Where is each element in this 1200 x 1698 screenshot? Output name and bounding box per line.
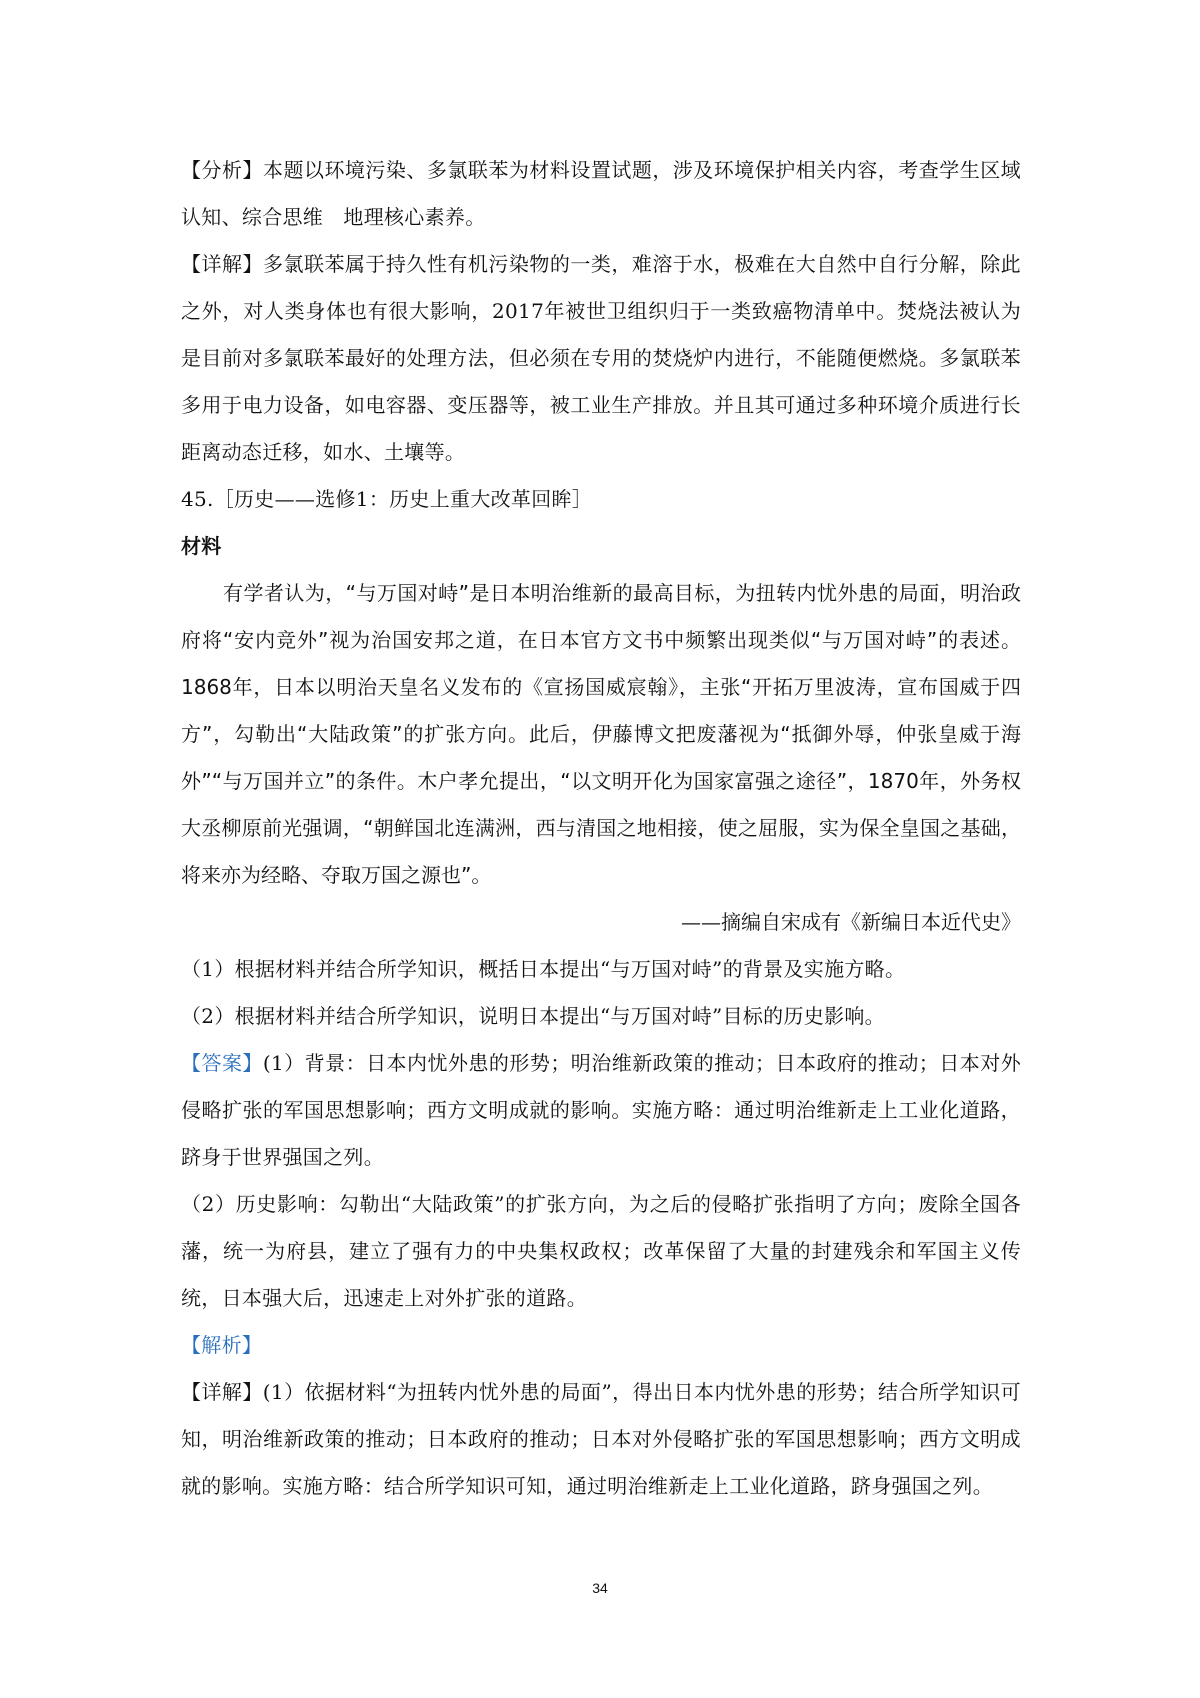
answer-paragraph-1 <box>181 1040 1021 1181</box>
answer-text-1: (1）背景：日本内忧外患的形势；明治维新政策的推动；日本政府的推动；日本对外侵略扩张的军国思想影响；西方文明成就的影响。实施方略：通过明治维新走上工业化道路，跻身于世界强国之列。 <box>181 1051 1021 1169</box>
analysis-text: 本题以环境污染、多氯联苯为材料设置试题，涉及环境保护相关内容，考查学生区域认知、综合思维 地理核心素养。 <box>181 158 1021 229</box>
detail-tag-2: 【详解】 <box>181 1380 263 1404</box>
question-2: （2）根据材料并结合所学知识，说明日本提出“与万国对峙”目标的历史影响。 <box>181 1004 885 1028</box>
answer-tag: 【答案】 <box>181 1051 263 1075</box>
explanation-heading <box>181 1322 1021 1369</box>
page-number: 34 <box>592 1580 608 1596</box>
detail-paragraph-2 <box>181 1369 1021 1510</box>
analysis-paragraph <box>181 147 1021 241</box>
material-label: 材料 <box>181 534 222 558</box>
question-1: （1）根据材料并结合所学知识，概括日本提出“与万国对峙”的背景及实施方略。 <box>181 957 906 981</box>
detail-text-1: 多氯联苯属于持久性有机污染物的一类，难溶于水，极难在大自然中自行分解，除此之外，对人类身体也有很大影响，2017年被世卫组织归于一类致癌物清单中。焚烧法被认为是目前对多氯联苯最好的处理方法，但必须在专用的焚烧炉内进行，不能随便燃烧。多氯联苯多用于电力设备，如电容器、变压器等，被工业生产排放。并且其可通过多种环境介质进行长距离动态迁移，如水、土壤等。 <box>181 252 1021 464</box>
explanation-tag: 【解析】 <box>181 1333 263 1357</box>
detail-tag-1: 【详解】 <box>181 252 263 276</box>
detail-paragraph-1 <box>181 241 1021 476</box>
material-source: ——摘编自宋成有《新编日本近代史》 <box>681 910 1021 934</box>
question-heading: 45.［历史——选修1：历史上重大改革回眸］ <box>181 487 593 511</box>
answer-paragraph-2: （2）历史影响：勾勒出“大陆政策”的扩张方向，为之后的侵略扩张指明了方向；废除全国各藩，统一为府县，建立了强有力的中央集权政权；改革保留了大量的封建残余和军国主义传统，日本强大后，迅速走上对外扩张的道路。 <box>181 1192 1021 1310</box>
analysis-tag: 【分析】 <box>181 158 263 182</box>
detail-text-2: (1）依据材料“为扭转内忧外患的局面”，得出日本内忧外患的形势；结合所学知识可知，明治维新政策的推动；日本政府的推动；日本对外侵略扩张的军国思想影响；西方文明成就的影响。实施方略：结合所学知识可知，通过明治维新走上工业化道路，跻身强国之列。 <box>181 1380 1021 1498</box>
material-text: 有学者认为，“与万国对峙”是日本明治维新的最高目标，为扭转内忧外患的局面，明治政府将“安内竞外”视为治国安邦之道，在日本官方文书中频繁出现类似“与万国对峙”的表述。1868年，日本以明治天皇名义发布的《宣扬国威宸翰》，主张“开拓万里波涛，宣布国威于四方”，勾勒出“大陆政策”的扩张方向。此后，伊藤博文把废藩视为“抵御外辱，仲张皇威于海外”“与万国并立”的条件。木户孝允提出，“以文明开化为国家富强之途径”，1870年，外务权大丞柳原前光强调，“朝鲜国北连满洲，西与清国之地相接，使之屈服，实为保全皇国之基础，将来亦为经略、夺取万国之源也”。 <box>181 581 1021 887</box>
